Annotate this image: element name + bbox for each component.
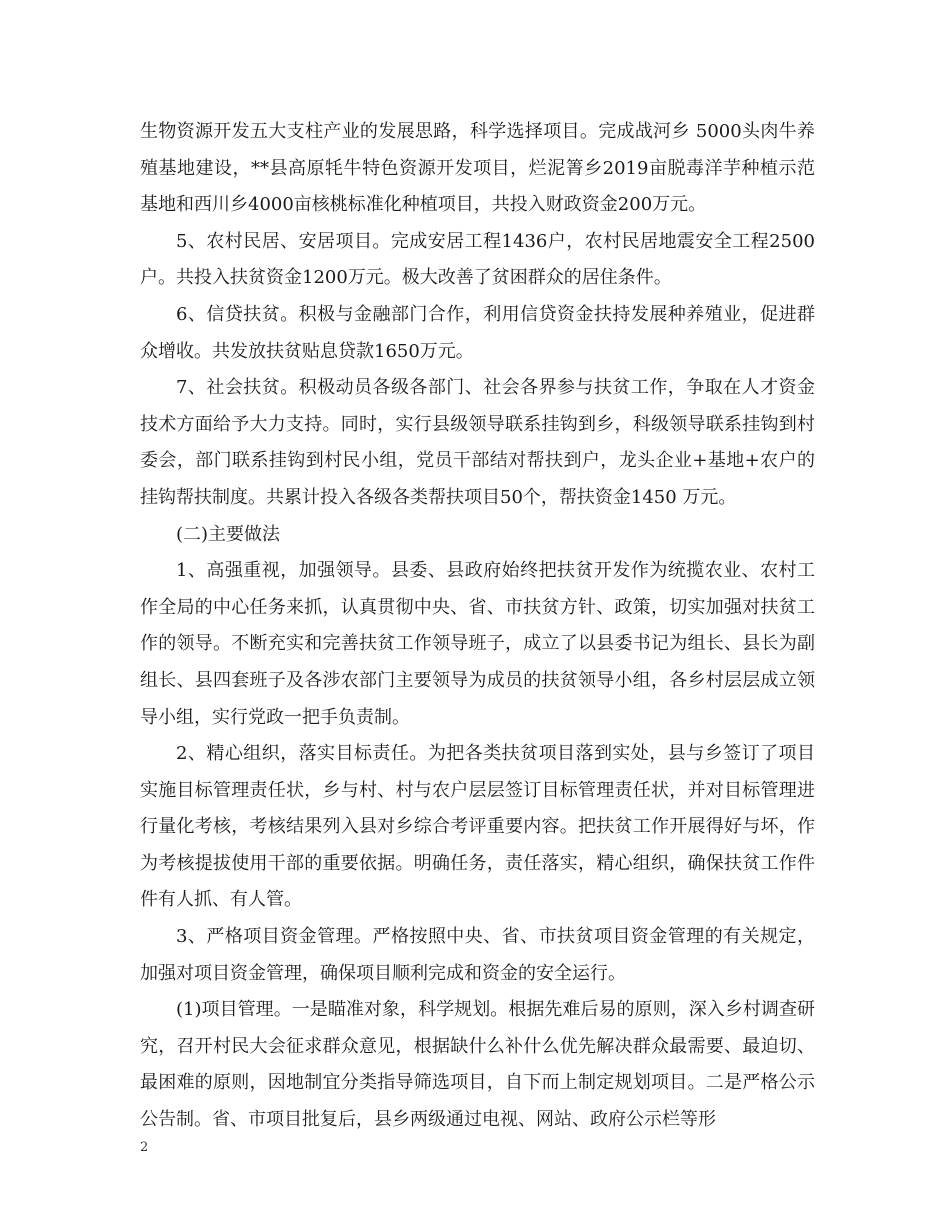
paragraph: (二)主要做法: [176, 523, 281, 545]
paragraph: 生物资源开发五大支柱产业的发展思路，科学选择项目。完成战河乡 5000头肉牛养殖基地建设，**县高原牦牛特色资源开发项目，烂泥箐乡2019亩脱毒洋芋种植示范基地和西川乡4000亩核桃标准化种植项目，共投入财政资金200万元。: [140, 121, 815, 216]
paragraph: 2、精心组织，落实目标责任。为把各类扶贫项目落到实处，县与乡签订了项目实施目标管理责任状，乡与村、村与农户层层签订目标管理责任状，并对目标管理进行量化考核，考核结果列入县对乡综合考评重要内容。把扶贫工作开展得好与坏，作为考核提拔使用干部的重要依据。明确任务，责任落实，精心组织，确保扶贫工作件件有人抓、有人管。: [140, 743, 815, 911]
document-body: [140, 114, 815, 1139]
paragraph: 3、严格项目资金管理。严格按照中央、省、市扶贫项目资金管理的有关规定，加强对项目资金管理，确保项目顺利完成和资金的安全运行。: [140, 926, 815, 984]
paragraph: 6、信贷扶贫。积极与金融部门合作，利用信贷资金扶持发展种养殖业，促进群众增收。共发放扶贫贴息贷款1650万元。: [140, 303, 815, 362]
paragraph: (1)项目管理。一是瞄准对象，科学规划。根据先难后易的原则，深入乡村调查研究，召开村民大会征求群众意见，根据缺什么补什么优先解决群众最需要、最迫切、最困难的原则，因地制宜分类指导筛选项目，自下而上制定规划项目。二是严格公示公告制。省、市项目批复后，县乡两级通过电视、网站、政府公示栏等形: [140, 999, 815, 1131]
page-number: 2: [140, 1140, 149, 1155]
paragraph: 1、高强重视，加强领导。县委、县政府始终把扶贫开发作为统揽农业、农村工作全局的中心任务来抓，认真贯彻中央、省、市扶贫方针、政策，切实加强对扶贫工作的领导。不断充实和完善扶贫工作领导班子，成立了以县委书记为组长、县长为副组长、县四套班子及各涉农部门主要领导为成员的扶贫领导小组，各乡村层层成立领导小组，实行党政一把手负责制。: [140, 560, 815, 728]
paragraph: 5、农村民居、安居项目。完成安居工程1436户，农村民居地震安全工程2500户。共投入扶贫资金1200万元。极大改善了贫困群众的居住条件。: [140, 230, 815, 289]
paragraph: 7、社会扶贫。积极动员各级各部门、社会各界参与扶贫工作，争取在人才资金技术方面给予大力支持。同时，实行县级领导联系挂钩到乡，科级领导联系挂钩到村委会，部门联系挂钩到村民小组，党员干部结对帮扶到户，龙头企业+基地+农户的挂钩帮扶制度。共累计投入各级各类帮扶项目50个，帮扶资金1450 万元。: [140, 377, 815, 508]
